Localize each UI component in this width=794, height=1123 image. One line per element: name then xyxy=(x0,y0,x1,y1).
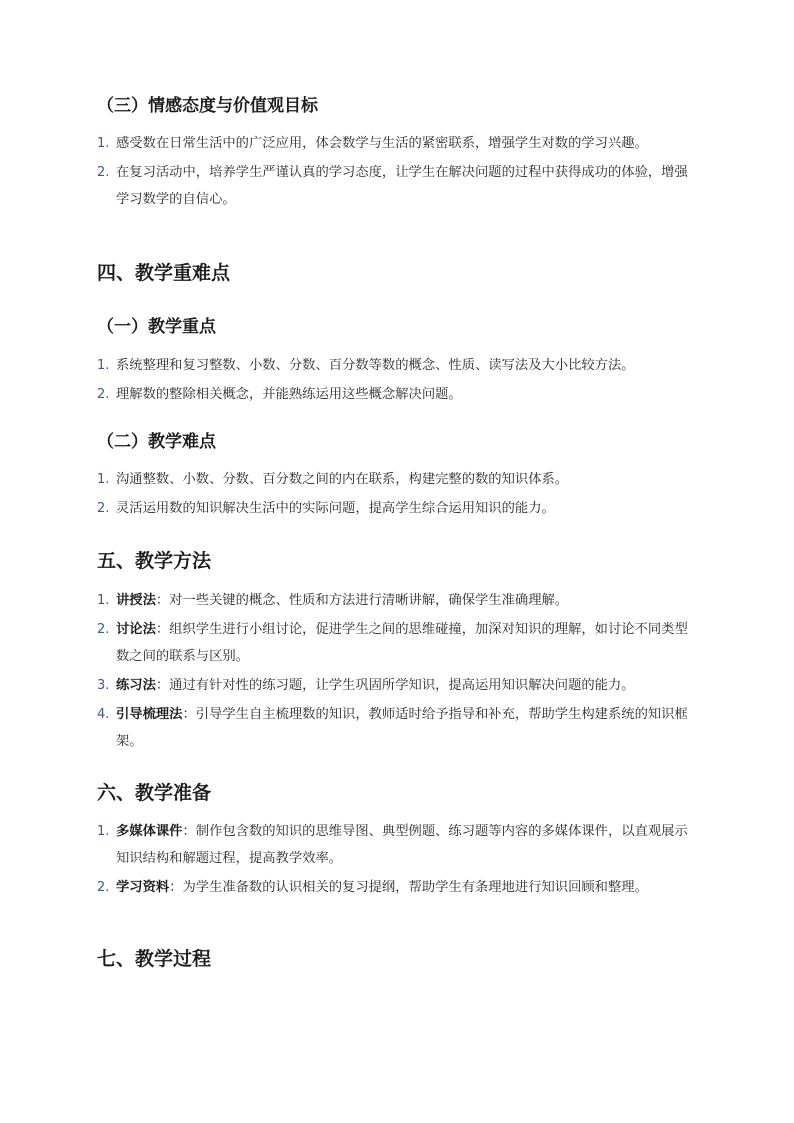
list-item xyxy=(97,466,697,493)
list-item xyxy=(97,352,697,379)
list-text: ：组织学生进行小组讨论，促进学生之间的思维碰撞，加深对知识的理解，如讨论不同类型数之间的联系与区别。 xyxy=(116,622,688,664)
subsection-heading-affective-goals: （三）情感态度与价值观目标 xyxy=(97,96,318,116)
list-text: 系统整理和复习整数、小数、分数、百分数等数的概念、性质、读写法及大小比较方法。 xyxy=(116,358,635,373)
item-label: 讲授法 xyxy=(116,593,156,608)
list-text: 灵活运用数的知识解决生活中的实际问题，提高学生综合运用知识的能力。 xyxy=(116,501,555,516)
item-label: 讨论法 xyxy=(116,622,156,637)
list-number: 1. xyxy=(97,472,110,487)
list-text: 理解数的整除相关概念，并能熟练运用这些概念解决问题。 xyxy=(116,387,462,402)
list-number: 2. xyxy=(97,165,110,180)
list-item xyxy=(97,495,697,522)
list-number: 2. xyxy=(97,622,110,637)
list-item xyxy=(97,130,697,157)
list-text: ：引导学生自主梳理数的知识，教师适时给予指导和补充，帮助学生构建系统的知识框架。 xyxy=(116,707,688,749)
list-text: ：对一些关键的概念、性质和方法进行清晰讲解，确保学生准确理解。 xyxy=(155,593,569,608)
item-label: 练习法 xyxy=(116,678,156,693)
list-item xyxy=(97,672,697,699)
section-heading-teaching-preparation: 六、教学准备 xyxy=(97,782,212,804)
section-heading-teaching-methods: 五、教学方法 xyxy=(97,550,212,572)
list-number: 1. xyxy=(97,358,110,373)
list-item xyxy=(97,874,697,901)
teaching-preparation-list xyxy=(97,818,697,901)
list-number: 3. xyxy=(97,678,110,693)
list-text: 感受数在日常生活中的广泛应用，体会数学与生活的紧密联系，增强学生对数的学习兴趣。 xyxy=(116,136,648,151)
list-text: ：为学生准备数的认识相关的复习提纲，帮助学生有条理地进行知识回顾和整理。 xyxy=(169,880,648,895)
list-number: 2. xyxy=(97,880,110,895)
teaching-methods-list xyxy=(97,587,697,755)
list-text: ：制作包含数的知识的思维导图、典型例题、练习题等内容的多媒体课件，以直观展示知识结构和解题过程，提高教学效率。 xyxy=(116,824,688,866)
affective-goals-list xyxy=(97,130,697,213)
section-heading-teaching-process: 七、教学过程 xyxy=(97,948,212,970)
list-item xyxy=(97,587,697,614)
list-number: 2. xyxy=(97,387,110,402)
list-number: 1. xyxy=(97,593,110,608)
list-item xyxy=(97,701,697,755)
list-text: 在复习活动中，培养学生严谨认真的学习态度，让学生在解决问题的过程中获得成功的体验，增强学习数学的自信心。 xyxy=(116,165,688,207)
subsection-heading-difficult-points: （二）教学难点 xyxy=(97,432,216,452)
subsection-heading-key-points: （一）教学重点 xyxy=(97,317,216,337)
list-item xyxy=(97,381,697,408)
list-number: 1. xyxy=(97,824,110,839)
difficult-points-list xyxy=(97,466,697,522)
list-text: 沟通整数、小数、分数、百分数之间的内在联系，构建完整的数的知识体系。 xyxy=(116,472,569,487)
item-label: 引导梳理法 xyxy=(116,707,183,722)
section-heading-key-difficult-points: 四、教学重难点 xyxy=(97,262,231,284)
list-item xyxy=(97,818,697,872)
key-points-list xyxy=(97,352,697,408)
list-item xyxy=(97,616,697,670)
list-number: 1. xyxy=(97,136,110,151)
item-label: 学习资料 xyxy=(116,880,170,895)
list-text: ：通过有针对性的练习题，让学生巩固所学知识，提高运用知识解决问题的能力。 xyxy=(155,678,635,693)
list-number: 2. xyxy=(97,501,110,516)
list-item xyxy=(97,159,697,213)
list-number: 4. xyxy=(97,707,110,722)
item-label: 多媒体课件 xyxy=(116,824,183,839)
